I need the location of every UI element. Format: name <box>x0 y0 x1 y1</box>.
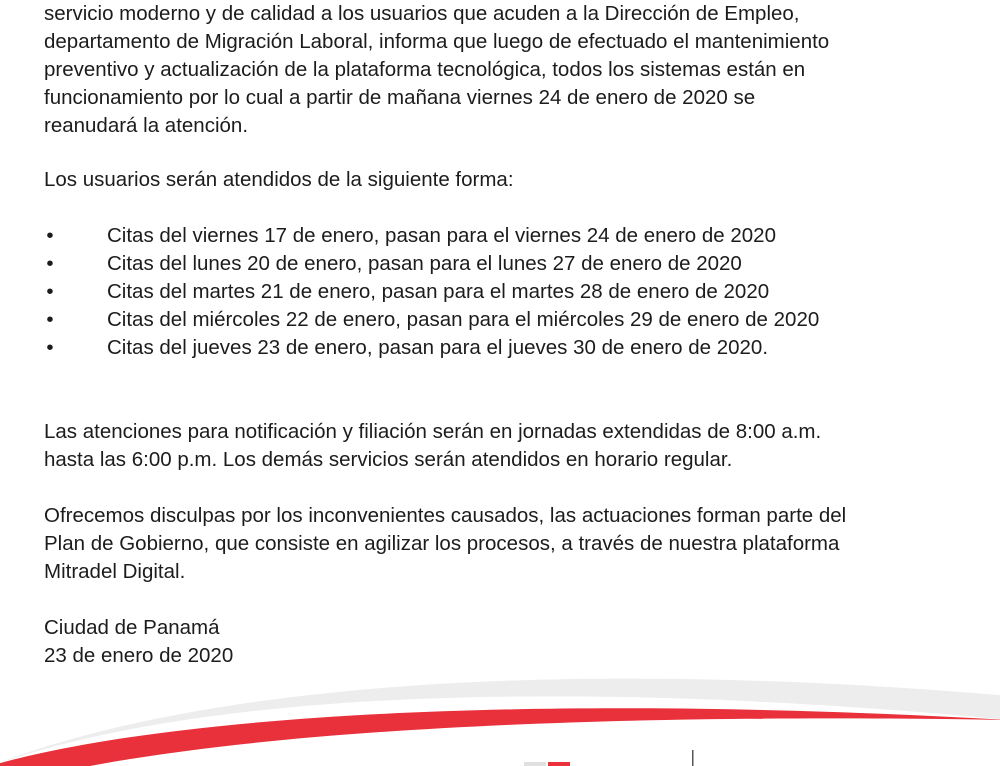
logo-fragment-gray <box>524 762 546 766</box>
apology-line: Plan de Gobierno, que consiste en agilizar los procesos, a través de nuestra plataforma <box>44 532 840 555</box>
hours-paragraph <box>44 418 962 474</box>
bullet-icon: • <box>46 308 54 331</box>
logo-divider <box>692 750 694 766</box>
signature-date: 23 de enero de 2020 <box>44 644 234 667</box>
schedule-item-text: Citas del jueves 23 de enero, pasan para el jueves 30 de enero de 2020. <box>107 336 769 359</box>
logo-fragment-red <box>548 762 570 766</box>
schedule-intro: Los usuarios serán atendidos de la siguiente forma: <box>44 168 514 191</box>
bullet-icon: • <box>46 224 54 247</box>
intro-line: servicio moderno y de calidad a los usuarios que acuden a la Dirección de Empleo, <box>44 2 800 25</box>
schedule-item-text: Citas del lunes 20 de enero, pasan para el lunes 27 de enero de 2020 <box>107 252 742 275</box>
intro-line: preventivo y actualización de la plataforma tecnológica, todos los sistemas están en <box>44 58 806 81</box>
apology-paragraph <box>44 502 962 586</box>
apology-line: Mitradel Digital. <box>44 560 186 583</box>
intro-line: funcionamiento por lo cual a partir de mañana viernes 24 de enero de 2020 se <box>44 86 756 109</box>
hours-line: hasta las 6:00 p.m. Los demás servicios serán atendidos en horario regular. <box>44 448 733 471</box>
signature-place: Ciudad de Panamá <box>44 616 220 639</box>
bullet-icon: • <box>46 280 54 303</box>
footer-decoration <box>0 650 1000 766</box>
apology-line: Ofrecemos disculpas por los inconvenientes causados, las actuaciones forman parte del <box>44 504 847 527</box>
intro-paragraph <box>44 0 962 140</box>
schedule-item-text: Citas del miércoles 22 de enero, pasan para el miércoles 29 de enero de 2020 <box>107 308 820 331</box>
intro-line: departamento de Migración Laboral, informa que luego de efectuado el mantenimiento <box>44 30 830 53</box>
schedule-item-text: Citas del viernes 17 de enero, pasan para el viernes 24 de enero de 2020 <box>107 224 776 247</box>
bullet-icon: • <box>46 252 54 275</box>
hours-line: Las atenciones para notificación y filiación serán en jornadas extendidas de 8:00 a.m. <box>44 420 822 443</box>
intro-line: reanudará la atención. <box>44 114 249 137</box>
schedule-item-text: Citas del martes 21 de enero, pasan para el martes 28 de enero de 2020 <box>107 280 770 303</box>
bullet-icon: • <box>46 336 54 359</box>
